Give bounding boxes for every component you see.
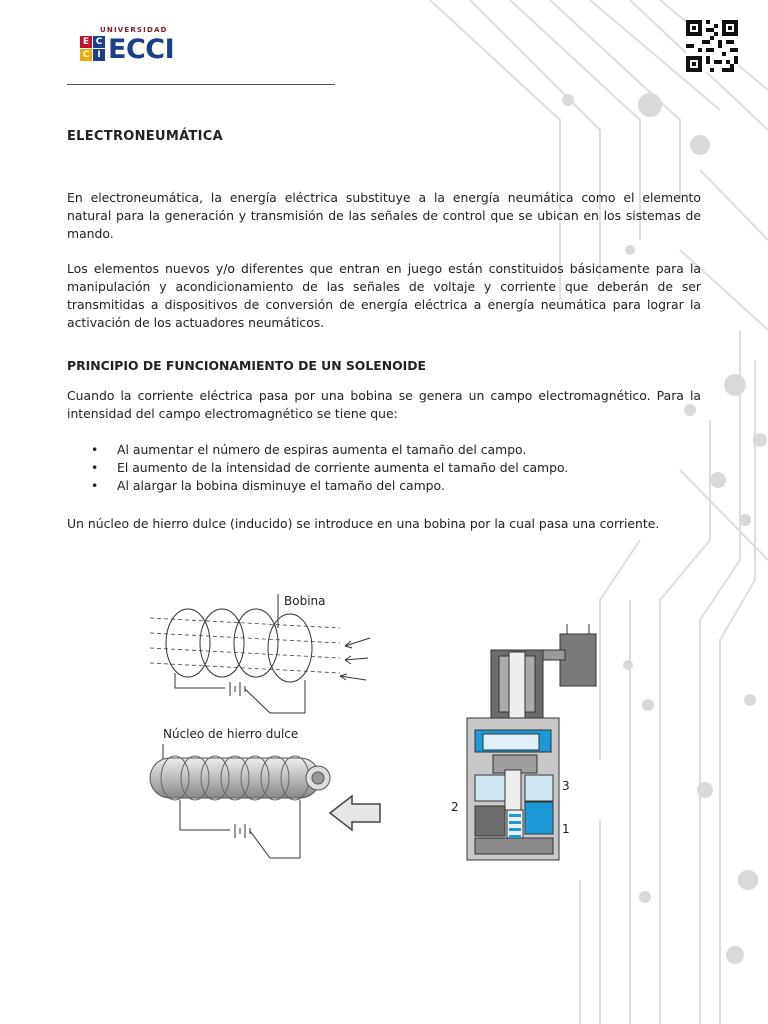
logo-cell-1: E	[80, 36, 92, 48]
section-intro: Cuando la corriente eléctrica pasa por una bobina se genera un campo electromagnético. Para la intensidad del campo electromagnético se tiene que:	[67, 388, 701, 421]
closing-paragraph: Un núcleo de hierro dulce (inducido) se introduce en una bobina por la cual pasa una corriente.	[67, 516, 660, 531]
list-item: • Al aumentar el número de espiras aumenta el tamaño del campo.	[117, 441, 717, 459]
header-divider	[67, 84, 335, 85]
logo-cell-3: C	[80, 49, 92, 61]
logo-cells	[80, 36, 106, 62]
logo-cell-4: I	[93, 49, 105, 61]
iron-core-illustration	[140, 740, 390, 865]
paragraph-2: Los elementos nuevos y/o diferentes que entran en juego están constituidos básicamente para la manipulación y acondicionamiento de las señales de voltaje y corriente que deberán de ser transmitidas a dispositivos de conversión de energía eléctrica a energía neumática para lograr la activación de los actuadores neumáticos.	[67, 261, 701, 330]
logo-top-text: UNIVERSIDAD	[100, 26, 168, 34]
qr-code-icon	[686, 20, 738, 72]
port-1-label: 1	[562, 822, 570, 836]
logo-cell-2: C	[93, 36, 105, 48]
solenoid-valve-illustration	[465, 620, 610, 865]
page-title: ELECTRONEUMÁTICA	[67, 129, 223, 144]
port-2-label: 2	[451, 800, 459, 814]
coil-illustration	[140, 588, 380, 723]
section-heading: PRINCIPIO DE FUNCIONAMIENTO DE UN SOLENOIDE	[67, 358, 426, 373]
list-item: • El aumento de la intensidad de corriente aumenta el tamaño del campo.	[117, 459, 717, 477]
university-logo	[80, 26, 190, 76]
bullet-list	[67, 441, 717, 495]
core-label: Núcleo de hierro dulce	[163, 727, 299, 741]
paragraph-1: En electroneumática, la energía eléctrica substituye a la energía neumática como el elemento natural para la generación y transmisión de las señales de control que se ubican en los sistemas de mando.	[67, 190, 701, 241]
list-item: • Al alargar la bobina disminuye el tamaño del campo.	[117, 477, 717, 495]
port-3-label: 3	[562, 779, 570, 793]
logo-wordmark: ECCI	[108, 34, 175, 65]
coil-label: Bobina	[284, 594, 326, 608]
